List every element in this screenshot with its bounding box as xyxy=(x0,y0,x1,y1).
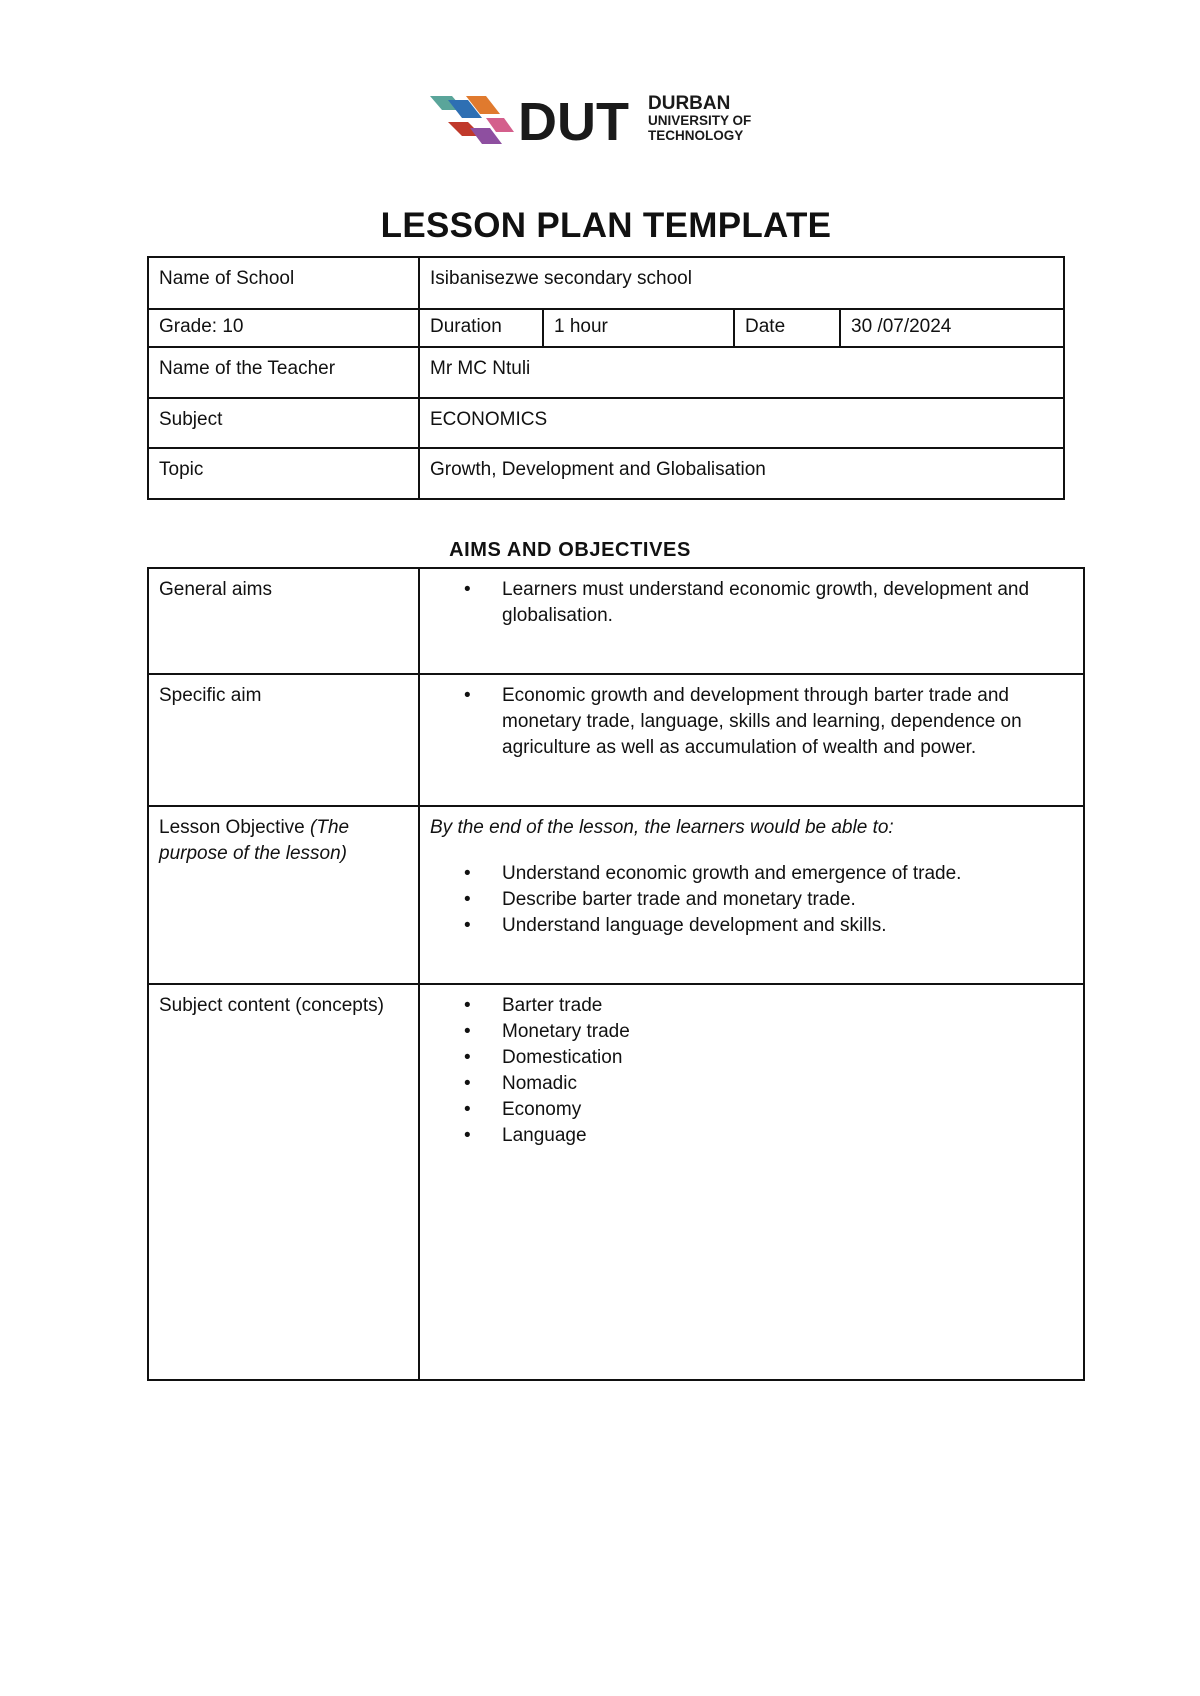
subject-content-list xyxy=(430,993,1073,1149)
list-item: • Barter trade xyxy=(502,993,1073,1019)
topic-label: Topic xyxy=(148,448,419,499)
list-item: • Nomadic xyxy=(502,1071,1073,1097)
list-item: • Domestication xyxy=(502,1045,1073,1071)
list-item: • Describe barter trade and monetary trade. xyxy=(502,887,1073,913)
list-item: • Language xyxy=(502,1123,1073,1149)
teacher-value: Mr MC Ntuli xyxy=(419,347,1064,398)
list-item: • Understand language development and skills. xyxy=(502,913,1073,939)
specific-aim-list xyxy=(430,683,1073,761)
subject-content-label: Subject content (concepts) xyxy=(148,984,419,1380)
date-label: Date xyxy=(734,309,840,347)
objective-intro: By the end of the lesson, the learners would be able to: xyxy=(430,817,894,838)
duration-value: 1 hour xyxy=(543,309,734,347)
topic-value: Growth, Development and Globalisation xyxy=(419,448,1064,499)
lesson-objective-label-cell xyxy=(148,806,419,984)
page-title: LESSON PLAN TEMPLATE xyxy=(380,206,832,245)
aims-heading: AIMS AND OBJECTIVES xyxy=(449,539,691,561)
svg-text:TECHNOLOGY: TECHNOLOGY xyxy=(648,128,744,143)
specific-aim-label: Specific aim xyxy=(148,674,419,806)
lesson-objective-label: Lesson Objective xyxy=(159,817,305,838)
aims-objectives-table xyxy=(147,567,1085,1381)
school-label: Name of School xyxy=(148,257,419,309)
list-item: • Monetary trade xyxy=(502,1019,1073,1045)
objective-list xyxy=(430,861,1073,939)
list-item: • Learners must understand economic growth, development and globalisation. xyxy=(502,577,1073,629)
list-item: • Economy xyxy=(502,1097,1073,1123)
duration-label: Duration xyxy=(419,309,543,347)
general-aims-label: General aims xyxy=(148,568,419,674)
svg-text:DURBAN: DURBAN xyxy=(648,93,731,114)
list-item: • Economic growth and development through barter trade and monetary trade, language, skills and learning, dependence on agriculture as well as accumulation of wealth and power. xyxy=(502,683,1073,761)
date-value: 30 /07/2024 xyxy=(840,309,1064,347)
teacher-label: Name of the Teacher xyxy=(148,347,419,398)
dut-logo xyxy=(430,88,770,148)
grade-label: Grade: 10 xyxy=(148,309,419,347)
lesson-details-table xyxy=(147,256,1065,500)
subject-label: Subject xyxy=(148,398,419,448)
list-item: • Understand economic growth and emergence of trade. xyxy=(502,861,1073,887)
general-aims-list xyxy=(430,577,1073,629)
lesson-objective-note: (The purpose of the lesson) xyxy=(159,817,350,864)
school-value: Isibanisezwe secondary school xyxy=(419,257,1064,309)
subject-value: ECONOMICS xyxy=(419,398,1064,448)
svg-text:DUT: DUT xyxy=(518,92,629,148)
svg-text:UNIVERSITY OF: UNIVERSITY OF xyxy=(648,113,752,128)
